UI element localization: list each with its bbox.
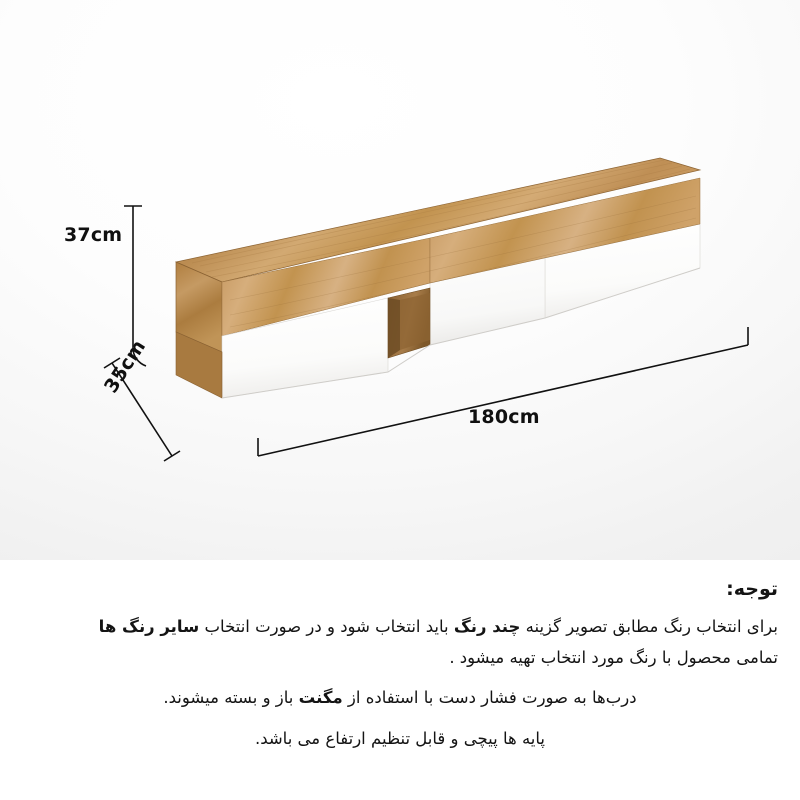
note-text: تمامی محصول با رنگ مورد انتخاب تهیه میشود . [449,647,778,667]
note-text: درب‌ها به صورت فشار دست با استفاده از [342,688,637,708]
note-color-note-2 [22,643,778,674]
notes-title: توجه: [726,578,778,600]
note-color-note [22,612,778,643]
dimension-label-width: 180cm [468,406,540,428]
dimension-label-depth: 35cm [100,336,151,397]
notes-body [22,612,778,754]
note-emphasis: مگنت [298,688,343,708]
center-niche-shadow [400,293,430,350]
dimension-label-height: 37cm [64,224,123,246]
note-emphasis: چند رنگ [453,617,521,636]
note-text: باز و بسته میشوند. [163,688,299,708]
note-magnet-note [22,683,778,714]
note-text: پایه ها پیچی و قابل تنظیم ارتفاع می باشد. [254,728,546,748]
note-legs-note [22,724,778,755]
note-spacer [22,673,778,683]
notes-section [0,560,800,800]
center-niche-left-wall [388,298,400,358]
note-text: برای انتخاب رنگ مطابق تصویر گزینه [520,617,778,636]
note-emphasis: سایر رنگ ها [98,617,200,636]
note-spacer [22,714,778,724]
note-text: باید انتخاب شود و در صورت انتخاب [199,617,454,636]
